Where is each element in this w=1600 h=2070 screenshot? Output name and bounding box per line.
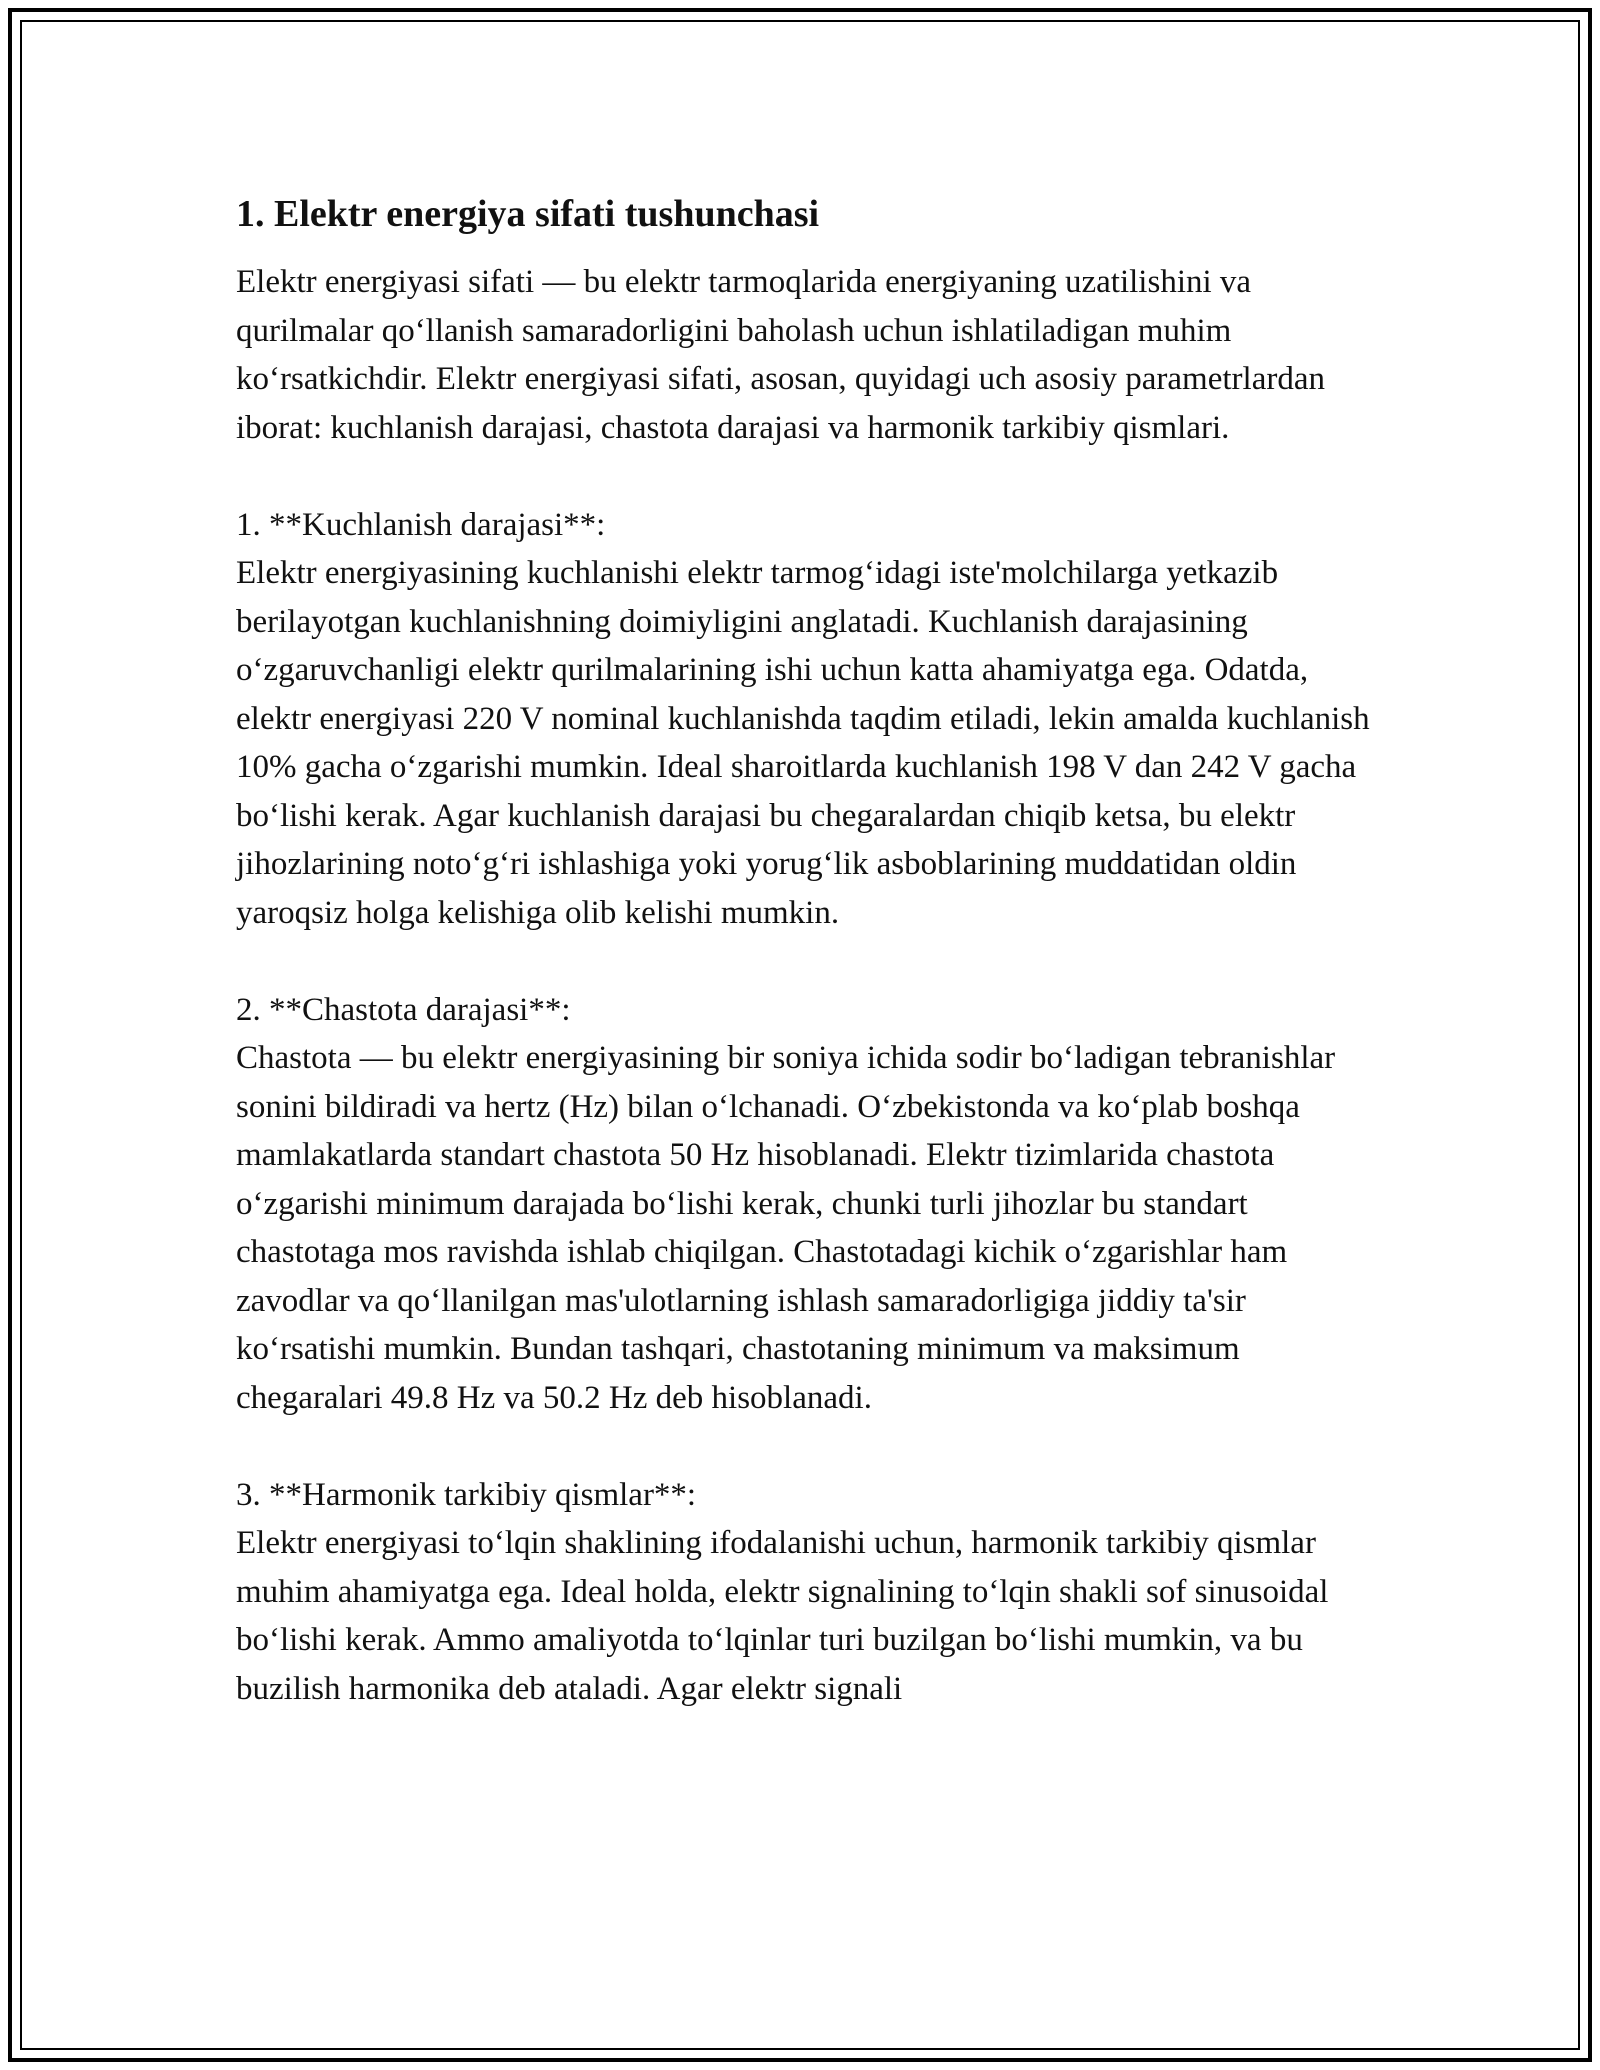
section-title: 3. **Harmonik tarkibiy qismlar**: [236, 1476, 697, 1513]
section-body: Elektr energiyasi to‘lqin shaklining ifodalanishi uchun, harmonik tarkibiy qismlar muhim ahamiyatga ega. Ideal holda, elektr signalining to‘lqin shakli sof sinusoidal bo‘lishi kerak. Ammo amaliyotda to‘lqinlar turi buzilgan bo‘lishi mumkin, va bu buzilish harmonika deb ataladi. Agar elektr signali [236, 1525, 1329, 1707]
section-title: 1. **Kuchlanish darajasi**: [236, 506, 606, 543]
section-harmonics [236, 1471, 1376, 1714]
document-body [236, 190, 1376, 1713]
document-heading: 1. Elektr energiya sifati tushunchasi [236, 193, 820, 235]
section-voltage [236, 501, 1376, 938]
section-title: 2. **Chastota darajasi**: [236, 991, 571, 1028]
intro-paragraph: Elektr energiyasi sifati — bu elektr tarmoqlarida energiyaning uzatilishini va qurilmalar qo‘llanish samaradorligini baholash uchun ishlatiladigan muhim ko‘rsatkichdir. Elektr energiyasi sifati, asosan, quyidagi uch asosiy parametrlardan iborat: kuchlanish darajasi, chastota darajasi va harmonik tarkibiy qismlari. [236, 264, 1325, 446]
section-body: Chastota — bu elektr energiyasining bir soniya ichida sodir bo‘ladigan tebranishlar sonini bildiradi va hertz (Hz) bilan o‘lchanadi. O‘zbekistonda va ko‘plab boshqa mamlakatlarda standart chastota 50 Hz hisoblanadi. Elektr tizimlarida chastota o‘zgarishi minimum darajada bo‘lishi kerak, chunki turli jihozlar bu standart chastotaga mos ravishda ishlab chiqilgan. Chastotadagi kichik o‘zgarishlar ham zavodlar va qo‘llanilgan mas'ulotlarning ishlash samaradorligiga jiddiy ta'sir ko‘rsatishi mumkin. Bundan tashqari, chastotaning minimum va maksimum chegaralari 49.8 Hz va 50.2 Hz deb hisoblanadi. [236, 1040, 1336, 1416]
section-body: Elektr energiyasining kuchlanishi elektr tarmog‘idagi iste'molchilarga yetkazib berilayotgan kuchlanishning doimiyligini anglatadi. Kuchlanish darajasining o‘zgaruvchanligi elektr qurilmalarining ishi uchun katta ahamiyatga ega. Odatda, elektr energiyasi 220 V nominal kuchlanishda taqdim etiladi, lekin amalda kuchlanish 10% gacha o‘zgarishi mumkin. Ideal sharoitlarda kuchlanish 198 V dan 242 V gacha bo‘lishi kerak. Agar kuchlanish darajasi bu chegaralardan chiqib ketsa, bu elektr jihozlarining noto‘g‘ri ishlashiga yoki yorug‘lik asboblarining muddatidan oldin yaroqsiz holga kelishiga olib kelishi mumkin. [236, 555, 1370, 931]
section-frequency [236, 986, 1376, 1423]
